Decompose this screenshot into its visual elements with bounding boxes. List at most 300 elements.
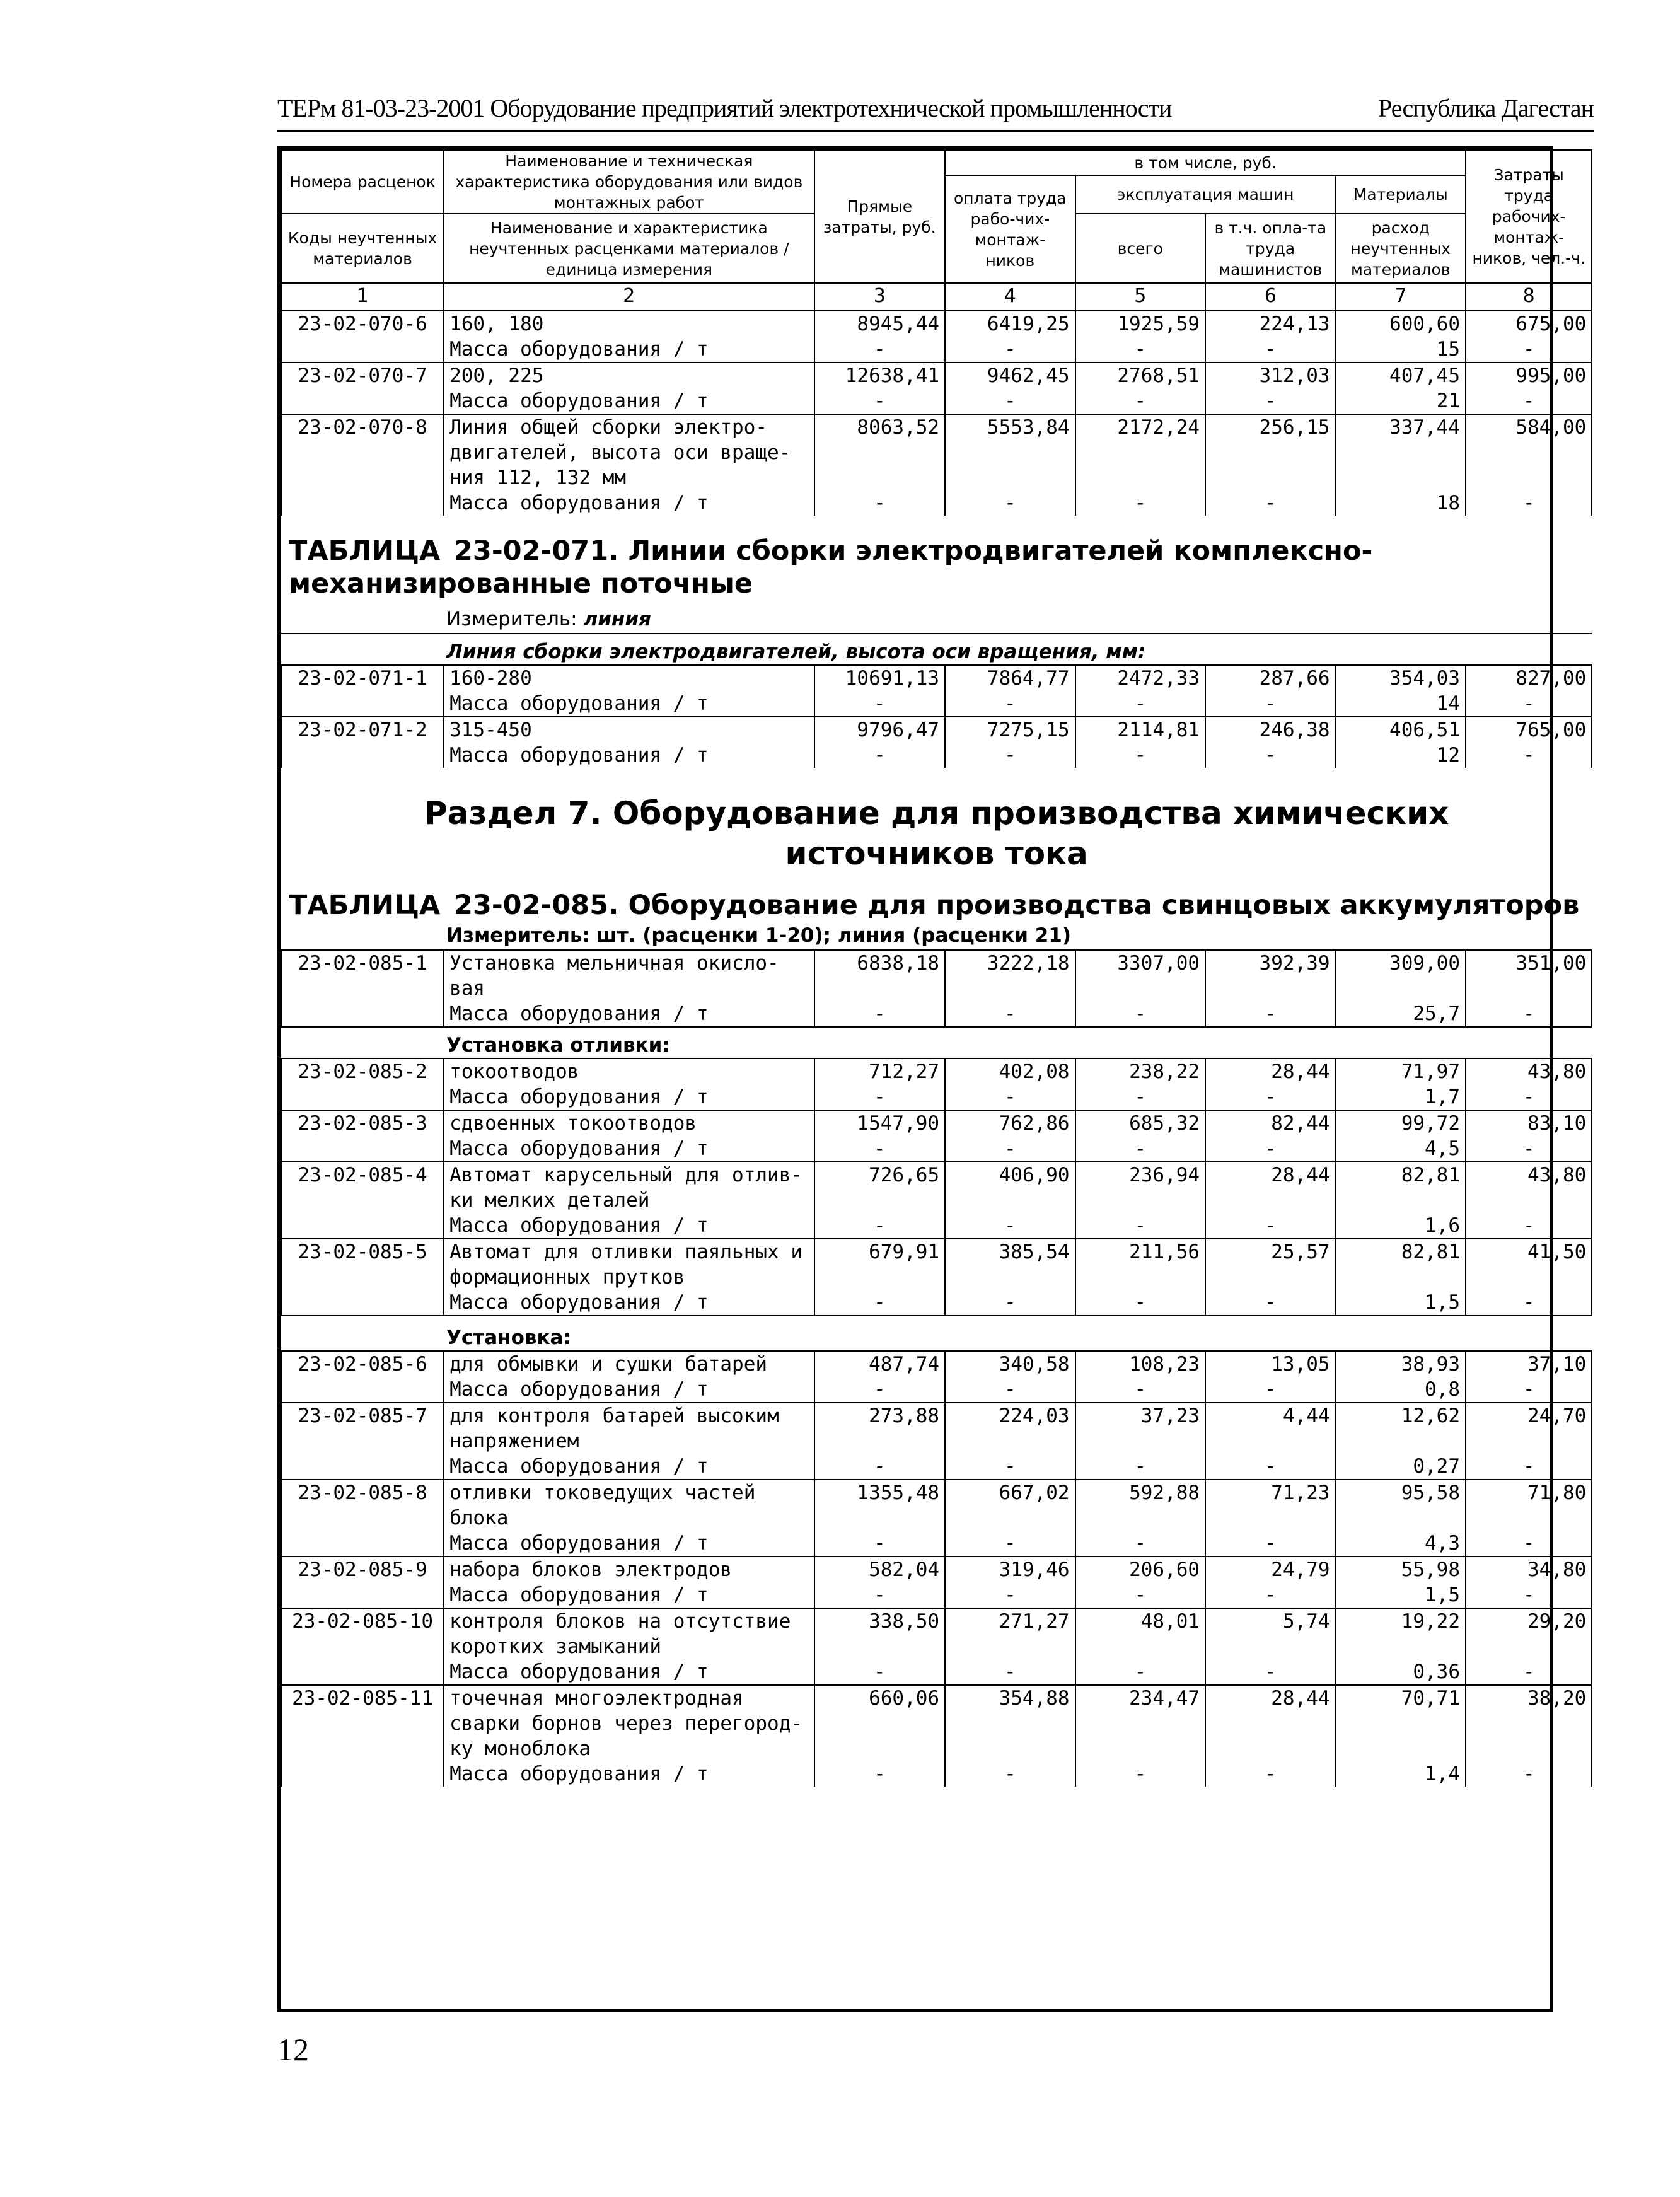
value-machines-total: 1925,59 bbox=[1075, 311, 1205, 337]
table-071-group-heading: Линия сборки электродвигателей, высота оси вращения, мм: bbox=[446, 641, 1146, 663]
value-direct-costs: 10691,13 bbox=[814, 665, 946, 691]
value-operator-wages: 5,74 bbox=[1205, 1608, 1335, 1659]
value-wages: 224,03 bbox=[945, 1403, 1075, 1454]
work-name: 160-280 bbox=[444, 665, 814, 691]
value-direct-costs: 8063,52 bbox=[814, 414, 946, 490]
dash: - bbox=[1075, 1659, 1205, 1685]
mass-value: 0,36 bbox=[1336, 1659, 1466, 1685]
mass-row bbox=[281, 1377, 1592, 1403]
col-head-machines: эксплуатация машин bbox=[1075, 175, 1336, 214]
rate-code: 23-02-070-6 bbox=[281, 311, 444, 337]
value-wages: 354,88 bbox=[945, 1685, 1075, 1761]
dash: - bbox=[814, 691, 946, 717]
table-071-number: 23-02-071. bbox=[454, 535, 619, 567]
mass-label: Масса оборудования / т bbox=[444, 1136, 814, 1162]
value-operator-wages: 287,66 bbox=[1205, 665, 1335, 691]
value-machines-total: 2768,51 bbox=[1075, 362, 1205, 388]
col-head-material-name: Наименование и характеристика неучтенных расценками материалов / единица измерения bbox=[444, 214, 814, 283]
dash: - bbox=[1075, 337, 1205, 362]
measure-unit: шт. (расценки 1-20); линия (расценки 21) bbox=[596, 924, 1072, 947]
col-num-7: 7 bbox=[1336, 283, 1466, 311]
mass-value: 21 bbox=[1336, 388, 1466, 414]
col-head-machines-total: всего bbox=[1075, 214, 1205, 283]
rate-code: 23-02-085-2 bbox=[281, 1058, 444, 1084]
value-labor-hours: 83,10 bbox=[1466, 1110, 1592, 1136]
value-materials: 337,44 bbox=[1336, 414, 1466, 490]
mass-row bbox=[281, 337, 1592, 362]
value-wages: 3222,18 bbox=[945, 950, 1075, 1001]
table-071-title bbox=[281, 516, 1592, 634]
value-labor-hours: 38,20 bbox=[1466, 1685, 1592, 1761]
mass-label: Масса оборудования / т bbox=[444, 1531, 814, 1556]
dash: - bbox=[814, 1084, 946, 1110]
work-name: для обмывки и сушки батарей bbox=[444, 1351, 814, 1377]
dash: - bbox=[1466, 1290, 1592, 1316]
table-071-measure bbox=[281, 600, 1592, 633]
value-machines-total: 211,56 bbox=[1075, 1239, 1205, 1290]
dash: - bbox=[1205, 490, 1335, 516]
value-wages: 7275,15 bbox=[945, 717, 1075, 743]
work-name: контроля блоков на отсутствие коротких замыканий bbox=[444, 1608, 814, 1659]
dash: - bbox=[945, 490, 1075, 516]
value-direct-costs: 6838,18 bbox=[814, 950, 946, 1001]
value-machines-total: 685,32 bbox=[1075, 1110, 1205, 1136]
work-name: набора блоков электродов bbox=[444, 1556, 814, 1582]
dash: - bbox=[1205, 1136, 1335, 1162]
dash: - bbox=[945, 1213, 1075, 1239]
dash: - bbox=[1205, 337, 1335, 362]
table-row bbox=[281, 1685, 1592, 1761]
section-7-line2: источников тока bbox=[785, 835, 1088, 872]
value-materials: 354,03 bbox=[1336, 665, 1466, 691]
table-085-group-install bbox=[281, 1316, 1592, 1351]
dash: - bbox=[814, 388, 946, 414]
value-labor-hours: 765,00 bbox=[1466, 717, 1592, 743]
mass-label: Масса оборудования / т bbox=[444, 691, 814, 717]
section-7-line1: Раздел 7. Оборудование для производства химических bbox=[424, 795, 1449, 832]
value-labor-hours: 37,10 bbox=[1466, 1351, 1592, 1377]
value-direct-costs: 8945,44 bbox=[814, 311, 946, 337]
work-name: 160, 180 bbox=[444, 311, 814, 337]
value-direct-costs: 273,88 bbox=[814, 1403, 946, 1454]
mass-value: 1,4 bbox=[1336, 1761, 1466, 1787]
mass-label: Масса оборудования / т bbox=[444, 1213, 814, 1239]
dash: - bbox=[1205, 1582, 1335, 1608]
mass-row bbox=[281, 490, 1592, 516]
mass-value: 1,7 bbox=[1336, 1084, 1466, 1110]
rate-code: 23-02-085-6 bbox=[281, 1351, 444, 1377]
dash: - bbox=[1466, 1761, 1592, 1787]
value-labor-hours: 43,80 bbox=[1466, 1162, 1592, 1213]
value-operator-wages: 28,44 bbox=[1205, 1058, 1335, 1084]
value-materials: 95,58 bbox=[1336, 1480, 1466, 1531]
dash: - bbox=[1075, 1290, 1205, 1316]
mass-value: 15 bbox=[1336, 337, 1466, 362]
dash: - bbox=[945, 691, 1075, 717]
dash: - bbox=[945, 1761, 1075, 1787]
work-name: отливки токоведущих частей блока bbox=[444, 1480, 814, 1531]
table-row bbox=[281, 1480, 1592, 1531]
dash: - bbox=[945, 1531, 1075, 1556]
dash: - bbox=[1075, 1213, 1205, 1239]
value-machines-total: 592,88 bbox=[1075, 1480, 1205, 1531]
table-071-title-line1: Линии сборки электродвигателей комплексно- bbox=[628, 535, 1373, 567]
dash: - bbox=[1205, 1213, 1335, 1239]
rate-code: 23-02-071-2 bbox=[281, 717, 444, 743]
value-materials: 309,00 bbox=[1336, 950, 1466, 1001]
value-machines-total: 108,23 bbox=[1075, 1351, 1205, 1377]
value-wages: 340,58 bbox=[945, 1351, 1075, 1377]
value-materials: 407,45 bbox=[1336, 362, 1466, 388]
dash: - bbox=[814, 1454, 946, 1480]
page-number: 12 bbox=[277, 2032, 309, 2067]
dash: - bbox=[1075, 1136, 1205, 1162]
dash: - bbox=[814, 1213, 946, 1239]
mass-label: Масса оборудования / т bbox=[444, 1290, 814, 1316]
value-machines-total: 2114,81 bbox=[1075, 717, 1205, 743]
value-labor-hours: 995,00 bbox=[1466, 362, 1592, 388]
dash: - bbox=[945, 1454, 1075, 1480]
dash: - bbox=[1466, 1001, 1592, 1027]
dash: - bbox=[814, 1761, 946, 1787]
table-071-label: ТАБЛИЦА bbox=[289, 535, 441, 567]
dash: - bbox=[814, 337, 946, 362]
measure-label: Измеритель: bbox=[446, 924, 590, 947]
dash: - bbox=[1466, 1531, 1592, 1556]
value-wages: 319,46 bbox=[945, 1556, 1075, 1582]
col-num-5: 5 bbox=[1075, 283, 1205, 311]
dash: - bbox=[1205, 1290, 1335, 1316]
col-head-materials: Материалы bbox=[1336, 175, 1466, 214]
mass-value: 0,27 bbox=[1336, 1454, 1466, 1480]
mass-label: Масса оборудования / т bbox=[444, 337, 814, 362]
value-wages: 9462,45 bbox=[945, 362, 1075, 388]
dash: - bbox=[945, 1377, 1075, 1403]
group-heading-casting: Установка отливки: bbox=[446, 1034, 670, 1057]
dash: - bbox=[1466, 1136, 1592, 1162]
dash: - bbox=[1075, 1582, 1205, 1608]
dash: - bbox=[1205, 743, 1335, 768]
rate-code: 23-02-071-1 bbox=[281, 665, 444, 691]
value-labor-hours: 584,00 bbox=[1466, 414, 1592, 490]
rate-code: 23-02-085-3 bbox=[281, 1110, 444, 1136]
col-num-8: 8 bbox=[1466, 283, 1592, 311]
value-direct-costs: 726,65 bbox=[814, 1162, 946, 1213]
dash: - bbox=[1466, 490, 1592, 516]
dash: - bbox=[1075, 691, 1205, 717]
value-operator-wages: 246,38 bbox=[1205, 717, 1335, 743]
value-direct-costs: 338,50 bbox=[814, 1608, 946, 1659]
dash: - bbox=[945, 1290, 1075, 1316]
dash: - bbox=[1205, 1531, 1335, 1556]
value-machines-total: 3307,00 bbox=[1075, 950, 1205, 1001]
mass-label: Масса оборудования / т bbox=[444, 1377, 814, 1403]
value-wages: 6419,25 bbox=[945, 311, 1075, 337]
rate-code: 23-02-085-10 bbox=[281, 1608, 444, 1659]
table-row bbox=[281, 1162, 1592, 1213]
section-7 bbox=[281, 768, 1592, 950]
table-085-measure bbox=[281, 922, 1592, 949]
mass-value: 1,5 bbox=[1336, 1290, 1466, 1316]
rate-code: 23-02-085-4 bbox=[281, 1162, 444, 1213]
dash: - bbox=[1205, 388, 1335, 414]
mass-row bbox=[281, 1001, 1592, 1027]
value-labor-hours: 43,80 bbox=[1466, 1058, 1592, 1084]
dash: - bbox=[1075, 1084, 1205, 1110]
group-heading-install: Установка: bbox=[446, 1326, 571, 1349]
col-num-6: 6 bbox=[1205, 283, 1335, 311]
running-header-region: Республика Дагестан bbox=[1378, 94, 1594, 122]
mass-label: Масса оборудования / т bbox=[444, 1084, 814, 1110]
table-row bbox=[281, 362, 1592, 388]
dash: - bbox=[945, 1659, 1075, 1685]
dash: - bbox=[1075, 1377, 1205, 1403]
dash: - bbox=[1466, 743, 1592, 768]
table-071-group bbox=[281, 634, 1592, 665]
value-labor-hours: 827,00 bbox=[1466, 665, 1592, 691]
value-operator-wages: 82,44 bbox=[1205, 1110, 1335, 1136]
value-materials: 38,93 bbox=[1336, 1351, 1466, 1377]
col-head-material-usage: расход неучтенных материалов bbox=[1336, 214, 1466, 283]
col-head-operator-wages: в т.ч. опла-та труда машинистов bbox=[1205, 214, 1335, 283]
col-num-3: 3 bbox=[814, 283, 946, 311]
table-085-title bbox=[281, 880, 1592, 922]
mass-row bbox=[281, 1531, 1592, 1556]
mass-row bbox=[281, 743, 1592, 768]
dash: - bbox=[1466, 388, 1592, 414]
dash: - bbox=[1466, 1659, 1592, 1685]
mass-label: Масса оборудования / т bbox=[444, 1761, 814, 1787]
value-wages: 402,08 bbox=[945, 1058, 1075, 1084]
value-direct-costs: 1547,90 bbox=[814, 1110, 946, 1136]
value-operator-wages: 312,03 bbox=[1205, 362, 1335, 388]
col-head-name: Наименование и техническая характеристика оборудования или видов монтажных работ bbox=[444, 150, 814, 214]
table-085-title-text: Оборудование для производства свинцовых аккумуляторов bbox=[628, 890, 1580, 921]
dash: - bbox=[945, 1001, 1075, 1027]
value-operator-wages: 224,13 bbox=[1205, 311, 1335, 337]
rate-code: 23-02-085-9 bbox=[281, 1556, 444, 1582]
value-materials: 99,72 bbox=[1336, 1110, 1466, 1136]
dash: - bbox=[1205, 1761, 1335, 1787]
work-name: Автомат карусельный для отлив-ки мелких деталей bbox=[444, 1162, 814, 1213]
dash: - bbox=[814, 1659, 946, 1685]
dash: - bbox=[1075, 1531, 1205, 1556]
mass-row bbox=[281, 1454, 1592, 1480]
value-machines-total: 238,22 bbox=[1075, 1058, 1205, 1084]
col-num-2: 2 bbox=[444, 283, 814, 311]
mass-row bbox=[281, 1290, 1592, 1316]
mass-label: Масса оборудования / т bbox=[444, 743, 814, 768]
table-row bbox=[281, 311, 1592, 337]
mass-value: 12 bbox=[1336, 743, 1466, 768]
dash: - bbox=[1205, 1659, 1335, 1685]
value-operator-wages: 13,05 bbox=[1205, 1351, 1335, 1377]
dash: - bbox=[1466, 1213, 1592, 1239]
mass-value: 18 bbox=[1336, 490, 1466, 516]
value-labor-hours: 34,80 bbox=[1466, 1556, 1592, 1582]
mass-row bbox=[281, 388, 1592, 414]
table-row bbox=[281, 414, 1592, 490]
measure-label: Измеритель: bbox=[446, 608, 577, 630]
rate-code: 23-02-085-11 bbox=[281, 1685, 444, 1761]
value-direct-costs: 1355,48 bbox=[814, 1480, 946, 1531]
col-head-wages: оплата труда рабо-чих-монтаж-ников bbox=[945, 175, 1075, 283]
value-labor-hours: 29,20 bbox=[1466, 1608, 1592, 1659]
dash: - bbox=[1466, 337, 1592, 362]
dash: - bbox=[814, 1136, 946, 1162]
dash: - bbox=[945, 1582, 1075, 1608]
section-7-title bbox=[281, 768, 1592, 880]
value-wages: 762,86 bbox=[945, 1110, 1075, 1136]
work-name: токоотводов bbox=[444, 1058, 814, 1084]
value-direct-costs: 12638,41 bbox=[814, 362, 946, 388]
dash: - bbox=[1075, 743, 1205, 768]
mass-value: 25,7 bbox=[1336, 1001, 1466, 1027]
value-operator-wages: 24,79 bbox=[1205, 1556, 1335, 1582]
value-materials: 82,81 bbox=[1336, 1162, 1466, 1213]
rate-code: 23-02-085-7 bbox=[281, 1403, 444, 1454]
dash: - bbox=[1466, 1377, 1592, 1403]
col-head-codes: Номера расценок bbox=[281, 150, 444, 214]
mass-row bbox=[281, 1761, 1592, 1787]
mass-label: Масса оборудования / т bbox=[444, 1001, 814, 1027]
table-row bbox=[281, 1351, 1592, 1377]
dash: - bbox=[814, 1290, 946, 1316]
mass-value: 4,3 bbox=[1336, 1531, 1466, 1556]
rate-code: 23-02-085-8 bbox=[281, 1480, 444, 1531]
table-row bbox=[281, 1239, 1592, 1290]
value-operator-wages: 28,44 bbox=[1205, 1162, 1335, 1213]
value-materials: 19,22 bbox=[1336, 1608, 1466, 1659]
dash: - bbox=[945, 1136, 1075, 1162]
dash: - bbox=[1466, 1454, 1592, 1480]
value-materials: 70,71 bbox=[1336, 1685, 1466, 1761]
table-row bbox=[281, 1403, 1592, 1454]
dash: - bbox=[1075, 1001, 1205, 1027]
dash: - bbox=[945, 337, 1075, 362]
value-direct-costs: 660,06 bbox=[814, 1685, 946, 1761]
rate-code: 23-02-070-8 bbox=[281, 414, 444, 490]
table-085-number: 23-02-085. bbox=[454, 890, 619, 921]
col-head-direct-costs: Прямые затраты, руб. bbox=[814, 150, 946, 283]
col-num-1: 1 bbox=[281, 283, 444, 311]
value-labor-hours: 41,50 bbox=[1466, 1239, 1592, 1290]
work-name: точечная многоэлектродная сварки борнов через перегород-ку моноблока bbox=[444, 1685, 814, 1761]
rate-code: 23-02-085-5 bbox=[281, 1239, 444, 1290]
value-labor-hours: 71,80 bbox=[1466, 1480, 1592, 1531]
value-wages: 5553,84 bbox=[945, 414, 1075, 490]
rate-code: 23-02-085-1 bbox=[281, 950, 444, 1001]
dash: - bbox=[945, 1084, 1075, 1110]
value-operator-wages: 71,23 bbox=[1205, 1480, 1335, 1531]
dash: - bbox=[1075, 1761, 1205, 1787]
value-materials: 82,81 bbox=[1336, 1239, 1466, 1290]
value-labor-hours: 675,00 bbox=[1466, 311, 1592, 337]
dash: - bbox=[945, 743, 1075, 768]
mass-label: Масса оборудования / т bbox=[444, 490, 814, 516]
dash: - bbox=[1205, 691, 1335, 717]
table-085-group-casting bbox=[281, 1027, 1592, 1058]
running-header-title: ТЕРм 81-03-23-2001 Оборудование предприятий электротехнической промышленности bbox=[277, 94, 1172, 122]
value-materials: 55,98 bbox=[1336, 1556, 1466, 1582]
measure-unit: линия bbox=[583, 608, 651, 630]
value-machines-total: 37,23 bbox=[1075, 1403, 1205, 1454]
value-materials: 12,62 bbox=[1336, 1403, 1466, 1454]
mass-value: 4,5 bbox=[1336, 1136, 1466, 1162]
value-labor-hours: 351,00 bbox=[1466, 950, 1592, 1001]
table-071-title-line2: механизированные поточные bbox=[289, 568, 753, 600]
rate-code: 23-02-070-7 bbox=[281, 362, 444, 388]
value-wages: 7864,77 bbox=[945, 665, 1075, 691]
value-direct-costs: 487,74 bbox=[814, 1351, 946, 1377]
dash: - bbox=[1075, 388, 1205, 414]
value-operator-wages: 392,39 bbox=[1205, 950, 1335, 1001]
mass-value: 14 bbox=[1336, 691, 1466, 717]
value-direct-costs: 582,04 bbox=[814, 1556, 946, 1582]
dash: - bbox=[1205, 1084, 1335, 1110]
dash: - bbox=[814, 1582, 946, 1608]
table-row bbox=[281, 717, 1592, 743]
dash: - bbox=[814, 1377, 946, 1403]
mass-row bbox=[281, 1582, 1592, 1608]
dash: - bbox=[1466, 691, 1592, 717]
work-name: 315-450 bbox=[444, 717, 814, 743]
value-machines-total: 234,47 bbox=[1075, 1685, 1205, 1761]
value-machines-total: 206,60 bbox=[1075, 1556, 1205, 1582]
value-materials: 71,97 bbox=[1336, 1058, 1466, 1084]
value-direct-costs: 9796,47 bbox=[814, 717, 946, 743]
value-machines-total: 2472,33 bbox=[1075, 665, 1205, 691]
table-085-label: ТАБЛИЦА bbox=[289, 890, 441, 921]
value-operator-wages: 256,15 bbox=[1205, 414, 1335, 490]
mass-row bbox=[281, 1084, 1592, 1110]
col-head-labor-hours: Затраты труда рабочих-монтаж-ников, чел.-ч. bbox=[1466, 150, 1592, 283]
dash: - bbox=[1466, 1582, 1592, 1608]
mass-row bbox=[281, 1213, 1592, 1239]
table-row bbox=[281, 665, 1592, 691]
mass-value: 0,8 bbox=[1336, 1377, 1466, 1403]
mass-row bbox=[281, 1136, 1592, 1162]
col-num-4: 4 bbox=[945, 283, 1075, 311]
value-operator-wages: 4,44 bbox=[1205, 1403, 1335, 1454]
value-machines-total: 2172,24 bbox=[1075, 414, 1205, 490]
running-header bbox=[277, 93, 1594, 130]
value-materials: 406,51 bbox=[1336, 717, 1466, 743]
value-machines-total: 48,01 bbox=[1075, 1608, 1205, 1659]
table-row bbox=[281, 1110, 1592, 1136]
table-row bbox=[281, 1608, 1592, 1659]
dash: - bbox=[814, 490, 946, 516]
dash: - bbox=[1075, 1454, 1205, 1480]
value-direct-costs: 712,27 bbox=[814, 1058, 946, 1084]
work-name: сдвоенных токоотводов bbox=[444, 1110, 814, 1136]
price-table bbox=[281, 149, 1592, 1787]
mass-label: Масса оборудования / т bbox=[444, 1659, 814, 1685]
col-head-material-codes: Коды неучтенных материалов bbox=[281, 214, 444, 283]
dash: - bbox=[1205, 1454, 1335, 1480]
value-operator-wages: 25,57 bbox=[1205, 1239, 1335, 1290]
value-wages: 385,54 bbox=[945, 1239, 1075, 1290]
mass-value: 1,6 bbox=[1336, 1213, 1466, 1239]
work-name: для контроля батарей высоким напряжением bbox=[444, 1403, 814, 1454]
value-materials: 600,60 bbox=[1336, 311, 1466, 337]
dash: - bbox=[814, 1531, 946, 1556]
work-name: 200, 225 bbox=[444, 362, 814, 388]
value-wages: 667,02 bbox=[945, 1480, 1075, 1531]
work-name: Линия общей сборки электро-двигателей, высота оси враще-ния 112, 132 мм bbox=[444, 414, 814, 490]
table-row bbox=[281, 1058, 1592, 1084]
mass-row bbox=[281, 691, 1592, 717]
